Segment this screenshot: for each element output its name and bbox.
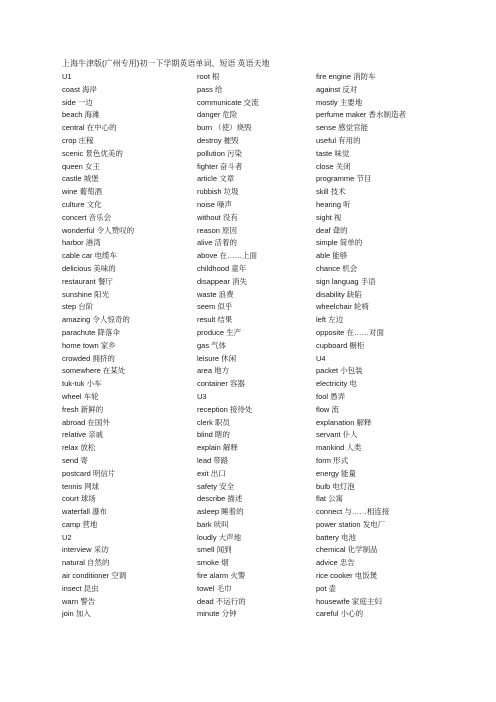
- vocab-entry: root 根: [197, 72, 220, 81]
- vocab-entry: loudly 大声地: [197, 532, 242, 542]
- unit-heading: U3: [197, 391, 207, 401]
- vocab-entry: disability 缺陷: [316, 289, 362, 299]
- vocab-entry: concert 音乐会: [62, 212, 112, 222]
- vocab-entry: produce 生产: [197, 327, 242, 337]
- vocab-entry: relative 亲戚: [62, 430, 104, 440]
- vocab-entry: side 一边: [62, 97, 93, 107]
- vocab-entry: wonderful 令人赞叹的: [62, 225, 135, 235]
- vocab-entry: delicious 美味的: [62, 263, 116, 273]
- vocab-entry: fire engine 消防车: [316, 72, 376, 81]
- vocab-entry: sunshine 阳光: [62, 289, 110, 299]
- vocab-entry: programme 节目: [316, 174, 372, 184]
- vocab-entry: flat 公寓: [316, 494, 344, 504]
- vocab-entry: rubbish 垃圾: [197, 187, 239, 197]
- vocab-entry: natural 自然的: [62, 558, 110, 568]
- vocab-entry: battery 电池: [316, 532, 357, 542]
- vocab-entry: camp 营地: [62, 519, 98, 529]
- vocab-entry: communicate 交流: [197, 97, 259, 107]
- vocab-entry: crowded 拥挤的: [62, 353, 115, 363]
- vocab-entry: fighter 奋斗者: [197, 161, 243, 171]
- vocab-entry: lead 带路: [197, 455, 229, 465]
- vocab-entry: burn （使）烧毁: [197, 123, 252, 133]
- vocab-entry: clerk 职员: [197, 417, 230, 427]
- vocab-entry: pass 给: [197, 84, 223, 94]
- vocab-entry: packet 小包装: [316, 366, 363, 376]
- vocab-entry: flow 流: [316, 404, 339, 414]
- vocab-entry: bark 吠叫: [197, 519, 229, 529]
- vocab-entry: safety 安全: [197, 481, 235, 491]
- unit-heading: U4: [316, 353, 326, 363]
- vocab-entry: left 左边: [316, 315, 344, 325]
- vocab-entry: queen 女王: [62, 161, 100, 171]
- vocab-entry: gas 气体: [197, 340, 227, 350]
- vocab-entry: minute 分钟: [197, 609, 237, 619]
- vocab-entry: postcard 明信片: [62, 468, 116, 478]
- vocab-entry: bulb 电灯泡: [316, 481, 355, 491]
- vocab-entry: opposite 在……对面: [316, 327, 384, 337]
- vocab-entry: step 台阶: [62, 302, 94, 312]
- vocab-entry: waste 浪费: [197, 289, 234, 299]
- vocab-entry: amazing 令人惊奇的: [62, 315, 130, 325]
- vocab-entry: fool 愚弄: [316, 391, 346, 401]
- vocab-entry: somewhere 在某处: [62, 366, 126, 376]
- vocab-entry: sight 视: [316, 212, 342, 222]
- vocab-entry: against 反对: [316, 84, 358, 94]
- vocab-entry: asleep 睡着的: [197, 507, 244, 517]
- vocab-entry: wheel 车轮: [62, 391, 99, 401]
- vocab-entry: cupboard 橱柜: [316, 340, 365, 350]
- vocab-entry: wheelchair 轮椅: [316, 302, 369, 312]
- vocab-entry: above 在……上面: [197, 251, 258, 261]
- vocab-entry: rice cooker 电饭煲: [316, 571, 378, 581]
- vocab-entry: power station 发电厂: [316, 519, 386, 529]
- vocab-entry: reception 接待处: [197, 404, 253, 414]
- vocab-entry: housewife 家庭主妇: [316, 596, 382, 606]
- word-column-3: [316, 71, 434, 621]
- vocab-entry: scenic 景色优美的: [62, 148, 123, 158]
- vocab-entry: reason 原因: [197, 225, 238, 235]
- vocab-entry: describe 描述: [197, 494, 243, 504]
- vocab-entry: explain 解释: [197, 443, 238, 453]
- vocab-entry: explanation 解释: [316, 417, 372, 427]
- vocab-entry: danger 危险: [197, 110, 238, 120]
- vocab-entry: hearing 听: [316, 199, 351, 209]
- vocab-entry: wine 葡萄酒: [62, 187, 103, 197]
- vocab-entry: join 加入: [62, 609, 91, 619]
- vocab-entry: taste 味觉: [316, 148, 350, 158]
- vocab-entry: waterfall 瀑布: [62, 507, 108, 517]
- vocab-entry: form 形式: [316, 455, 349, 465]
- vocab-entry: electricity 电: [316, 379, 357, 389]
- vocab-entry: pot 壶: [316, 583, 337, 593]
- vocab-entry: abroad 在国外: [62, 417, 110, 427]
- unit-heading: U2: [62, 532, 72, 542]
- vocab-entry: restaurant 餐厅: [62, 276, 113, 286]
- vocab-entry: without 没有: [197, 212, 238, 222]
- vocab-entry: tennis 网球: [62, 481, 100, 491]
- vocab-entry: disappear 消失: [197, 276, 248, 286]
- vocab-entry: harbor 港湾: [62, 238, 101, 248]
- vocab-entry: article 文章: [197, 174, 235, 184]
- word-column-1: [62, 71, 180, 621]
- vocab-entry: noise 噪声: [197, 199, 233, 209]
- word-column-2: [197, 71, 315, 621]
- vocab-entry: parachute 降落伞: [62, 327, 120, 337]
- vocab-entry: leisure 休闲: [197, 353, 237, 363]
- vocab-entry: interview 采访: [62, 545, 109, 555]
- vocab-entry: skill 技术: [316, 187, 346, 197]
- vocab-entry: crop 庄稼: [62, 135, 94, 145]
- vocab-entry: smell 闻到: [197, 545, 232, 555]
- vocab-entry: careful 小心的: [316, 609, 364, 619]
- vocab-entry: culture 文化: [62, 199, 102, 209]
- vocab-entry: towel 毛巾: [197, 583, 232, 593]
- vocab-entry: able 能够: [316, 251, 348, 261]
- vocab-entry: air conditioner 空调: [62, 571, 127, 581]
- vocab-entry: tuk-tuk 小车: [62, 379, 102, 389]
- vocab-entry: alive 活着的: [197, 238, 238, 248]
- vocab-entry: home town 家乡: [62, 340, 116, 350]
- vocab-entry: sign languag 手语: [316, 276, 376, 286]
- vocab-entry: coast 海岸: [62, 84, 98, 94]
- vocab-entry: energy 能量: [316, 468, 357, 478]
- vocab-entry: central 在中心的: [62, 123, 117, 133]
- vocab-entry: cable car 电缆车: [62, 251, 118, 261]
- vocab-entry: smoke 烟: [197, 558, 229, 568]
- unit-heading: U1: [62, 72, 72, 81]
- vocab-entry: childhood 童年: [197, 263, 247, 273]
- vocab-entry: result 结果: [197, 315, 233, 325]
- vocab-entry: warn 警告: [62, 596, 96, 606]
- vocab-entry: area 地方: [197, 366, 230, 376]
- vocab-entry: dead 不运行的: [197, 596, 246, 606]
- vocab-entry: beach 海滩: [62, 110, 100, 120]
- vocab-entry: advice 忠告: [316, 558, 355, 568]
- vocab-entry: blind 瞎的: [197, 430, 230, 440]
- vocab-entry: exit 出口: [197, 468, 226, 478]
- document-title: 上海牛津版(广州专用)初一下学期英语单词、短语 英语天地: [62, 59, 270, 68]
- vocab-entry: mankind 人类: [316, 443, 362, 453]
- vocab-entry: simple 简单的: [316, 238, 363, 248]
- vocab-entry: castle 城堡: [62, 174, 99, 184]
- vocab-entry: relax 放松: [62, 443, 96, 453]
- vocab-entry: send 寄: [62, 455, 88, 465]
- vocab-entry: deaf 聋的: [316, 225, 348, 235]
- vocab-entry: insect 昆虫: [62, 583, 99, 593]
- vocab-entry: fresh 新鲜的: [62, 404, 104, 414]
- vocab-entry: servant 仆人: [316, 430, 358, 440]
- vocab-entry: fire alarm 火警: [197, 571, 246, 581]
- vocab-entry: useful 有用的: [316, 135, 361, 145]
- vocab-entry: chance 机会: [316, 263, 358, 273]
- vocab-entry: destroy 摧毁: [197, 135, 239, 145]
- vocab-entry: perfume maker 香水制造者: [316, 110, 407, 120]
- vocab-entry: pollution 污染: [197, 148, 243, 158]
- vocab-entry: connect 与……相连接: [316, 507, 390, 517]
- vocab-entry: seem 似乎: [197, 302, 233, 312]
- vocab-entry: chemical 化学制品: [316, 545, 378, 555]
- vocab-entry: container 容器: [197, 379, 245, 389]
- vocab-entry: close 关闭: [316, 161, 351, 171]
- vocab-entry: sense 感觉官能: [316, 123, 369, 133]
- vocab-entry: court 球场: [62, 494, 96, 504]
- vocab-entry: mostly 主要地: [316, 97, 363, 107]
